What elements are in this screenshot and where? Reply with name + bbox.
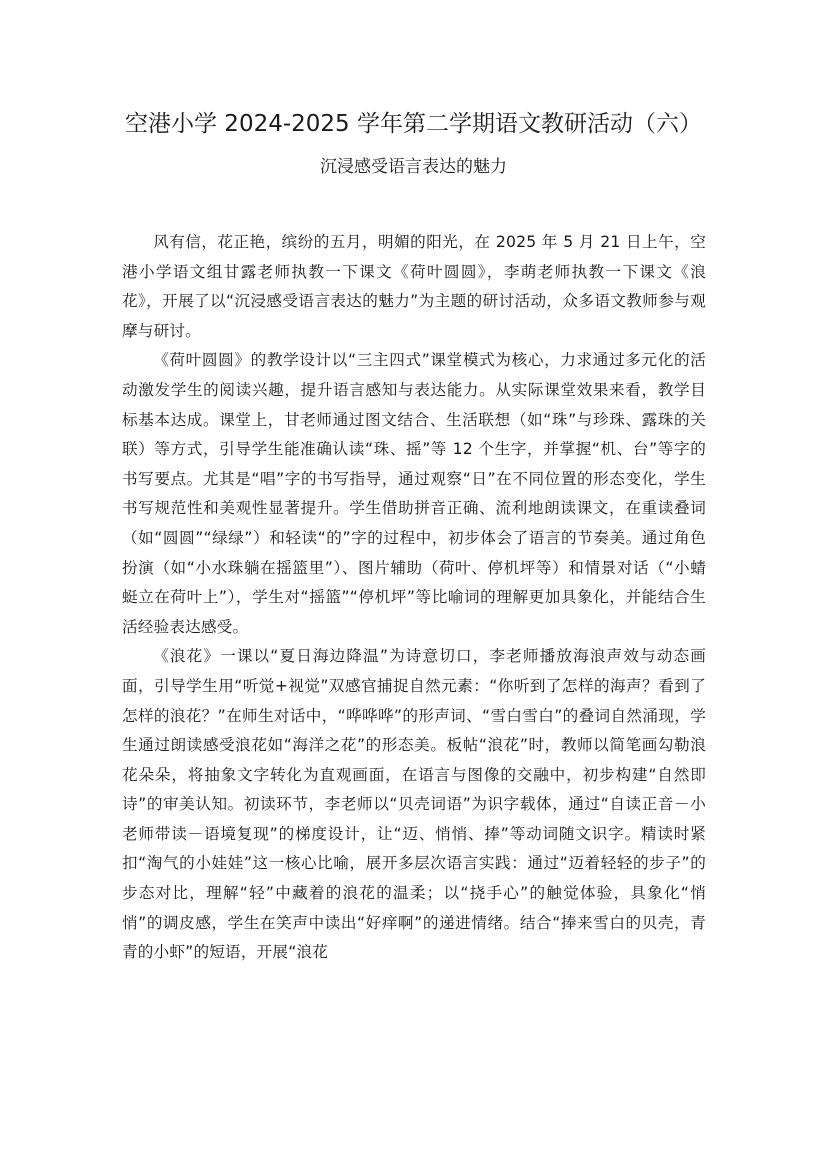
- paragraph-langhua: 《浪花》一课以“夏日海边降温”为诗意切口，李老师播放海浪声效与动态画面，引导学生用“听觉+视觉”双感官捕捉自然元素：“你听到了怎样的海声？看到了怎样的浪花？”在师生对话中，“哗哗哗”的形声词、“雪白雪白”的叠词自然涌现，学生通过朗读感受浪花如“海洋之花”的形态美。板帖“浪花”时，教师以简笔画勾勒浪花朵朵，将抽象文字转化为直观画面，在语言与图像的交融中，初步构建“自然即诗”的审美认知。初读环节，李老师以“贝壳词语”为识字载体，通过“自读正音－小老师带读－语境复现”的梯度设计，让“迈、悄悄、捧”等动词随文识字。精读时紧扣“淘气的小娃娃”这一核心比喻，展开多层次语言实践：通过“迈着轻轻的步子”的步态对比，理解“轻”中藏着的浪花的温柔；以“挠手心”的触觉体验，具象化“悄悄”的调皮感，学生在笑声中读出“好痒啊”的递进情绪。结合“捧来雪白的贝壳，青青的小虾”的短语，开展“浪花: [122, 647, 706, 962]
- document-title: 空港小学 2024-2025 学年第二学期语文教研活动（六）: [125, 111, 702, 137]
- document-body: [122, 228, 706, 968]
- paragraph-heye-yuanyuan: 《荷叶圆圆》的教学设计以“三主四式”课堂模式为核心，力求通过多元化的活动激发学生的阅读兴趣，提升语言感知与表达能力。从实际课堂效果来看，教学目标基本达成。课堂上，甘老师通过图文结合、生活联想（如“珠”与珍珠、露珠的关联）等方式，引导学生能准确认读“珠、摇”等 12 个生字，并掌握“机、台”等字的书写要点。尤其是“唱”字的书写指导，通过观察“日”在不同位置的形态变化，学生书写规范性和美观性显著提升。学生借助拼音正确、流利地朗读课文，在重读叠词（如“圆圆”“绿绿”）和轻读“的”字的过程中，初步体会了语言的节奏美。通过角色扮演（如“小水珠躺在摇篮里”）、图片辅助（荷叶、停机坪等）和情景对话（“小蜻蜓立在荷叶上”），学生对“摇篮”“停机坪”等比喻词的理解更加具象化，并能结合生活经验表达感受。: [122, 351, 706, 636]
- document-subtitle: 沉浸感受语言表达的魅力: [320, 157, 507, 177]
- paragraph-intro: 风有信，花正艳，缤纷的五月，明媚的阳光，在 2025 年 5 月 21 日上午，空港小学语文组甘露老师执教一下课文《荷叶圆圆》，李萌老师执教一下课文《浪花》，开展了以“沉浸感受语言表达的魅力”为主题的研讨活动，众多语文教师参与观摩与研讨。: [122, 233, 706, 340]
